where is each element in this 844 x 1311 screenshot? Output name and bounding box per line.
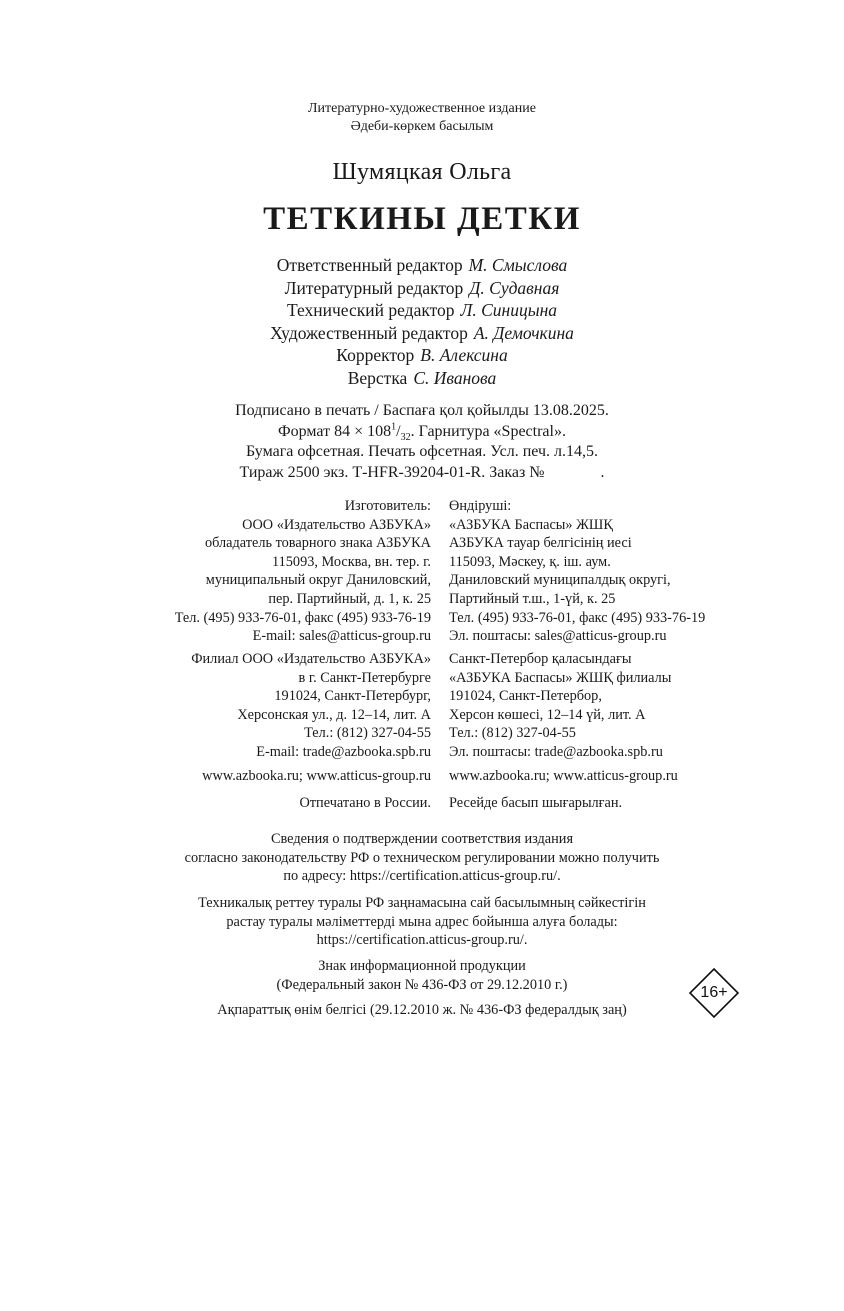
branch-line: «АЗБУКА Баспасы» ЖШҚ филиалы (449, 669, 672, 686)
staff-role: Литературный редактор (284, 277, 464, 298)
age-rating-label: 16+ (700, 984, 728, 1001)
format-line: Формат $84 \times 108^1/_{32}$. Гарнитура «Spectral». (278, 421, 566, 443)
printed-in-kz: Ресейде басып шығарылған. (449, 795, 623, 811)
format-prefix: Формат 84 × 108 (278, 422, 392, 440)
branch-line: Херсонская ул., д. 12–14, лит. А (237, 706, 431, 723)
staff-name: В. Алексина (420, 345, 508, 365)
manufacturer-email: Эл. поштасы: sales@atticus-group.ru (449, 628, 667, 645)
certification-line: Сведения о подтверждении соответствия издания (270, 831, 574, 847)
manufacturer-line: Тел. (495) 933-76-01, факс (495) 933-76-19 (174, 609, 431, 626)
signed-for-print: Подписано в печать / Баспаға қол қойылды 13.08.2025. (235, 402, 609, 419)
branch-line: Тел.: (812) 327-04-55 (304, 725, 431, 742)
certification-line: растау туралы мәліметтерді мына адрес бойынша алуға болады: (226, 913, 618, 930)
manufacturer-line: Партийный т.ш., 1-үй, к. 25 (449, 590, 616, 607)
author-name: Шумяцкая Ольга (332, 159, 512, 185)
manufacturer-kz (449, 497, 705, 646)
series-designation (0, 100, 844, 136)
format-suffix: . Гарнитура «Spectral». (410, 422, 566, 440)
websites-kz: www.azbooka.ru; www.atticus-group.ru (449, 768, 678, 784)
branch-email: Эл. поштасы: trade@azbooka.spb.ru (449, 743, 663, 760)
staff-name: Л. Синицына (460, 300, 558, 320)
manufacturer-line: ООО «Издательство АЗБУКА» (242, 516, 431, 533)
staff-role: Художественный редактор (270, 322, 468, 343)
manufacturer-line: Даниловский муниципалдық округі, (449, 572, 671, 589)
manufacturer-line: Тел. (495) 933-76-01, факс (495) 933-76-19 (449, 609, 706, 626)
staff-row (0, 277, 844, 300)
branch-line: в г. Санкт-Петербурге (298, 669, 431, 686)
book-title: ТЕТКИНЫ ДЕТКИ (263, 201, 581, 237)
branch-line: Херсон көшесі, 12–14 үй, лит. А (449, 706, 646, 723)
branch-line: 191024, Санкт-Петербор, (449, 688, 602, 705)
branch-kz (449, 650, 671, 762)
print-run-end: . (600, 463, 605, 481)
editorial-staff (0, 254, 844, 389)
series-ru: Литературно-художественное издание (308, 101, 536, 116)
certification-kz (0, 894, 844, 950)
manufacturer-ru (175, 497, 431, 646)
branch-ru (191, 650, 431, 762)
staff-role: Верстка (347, 367, 408, 388)
staff-name: Д. Судавная (469, 277, 560, 298)
branch-line: Филиал ООО «Издательство АЗБУКА» (191, 651, 431, 667)
certification-line: Техникалық реттеу туралы РФ заңнамасына сай басылымның сәйкестігін (198, 895, 646, 911)
staff-role: Ответственный редактор (276, 255, 463, 275)
manufacturer-line: Изготовитель: (344, 498, 431, 514)
manufacturer-line: АЗБУКА тауар белгісінің иесі (449, 535, 632, 552)
age-rating-badge (688, 967, 740, 1019)
staff-row (0, 367, 844, 390)
branch-email: E-mail: trade@azbooka.spb.ru (256, 743, 431, 760)
staff-name: М. Смыслова (468, 255, 568, 275)
certification-line: согласно законодательству РФ о техническом регулировании можно получить (184, 849, 660, 866)
certification-ru (0, 830, 844, 886)
print-run: Тираж 2500 экз. Т-HFR-39204-01-R. Заказ № (239, 463, 545, 481)
print-run-line (0, 463, 844, 484)
certification-line: по адресу: https://certification.atticus-group.ru/. (283, 868, 561, 885)
info-sign-line: (Федеральный закон № 436-ФЗ от 29.12.2010 г.) (276, 976, 568, 993)
certification-line: https://certification.atticus-group.ru/. (316, 932, 528, 949)
manufacturer-line: пер. Партийный, д. 1, к. 25 (268, 590, 431, 607)
series-kz: Әдеби-көркем басылым (350, 119, 494, 134)
websites-ru: www.azbooka.ru; www.atticus-group.ru (202, 768, 431, 784)
staff-row (0, 322, 844, 345)
manufacturer-line: Өндіруші: (449, 498, 512, 514)
manufacturer-line: обладатель товарного знака АЗБУКА (204, 535, 431, 552)
branch-line: 191024, Санкт-Петербург, (274, 688, 431, 705)
manufacturer-email: E-mail: sales@atticus-group.ru (252, 628, 431, 645)
branch-line: Тел.: (812) 327-04-55 (449, 725, 576, 742)
branch-line: Санкт-Петербор қаласындағы (449, 651, 632, 667)
staff-role: Корректор (336, 345, 415, 365)
printed-in-ru: Отпечатано в России. (299, 795, 431, 811)
print-details (0, 401, 844, 483)
paper-line: Бумага офсетная. Печать офсетная. Усл. печ. л.14,5. (246, 443, 598, 460)
staff-row (0, 299, 844, 322)
staff-role: Технический редактор (286, 300, 455, 320)
staff-name: С. Иванова (413, 367, 497, 388)
manufacturer-line: муниципальный округ Даниловский, (205, 572, 431, 589)
staff-row (0, 344, 844, 367)
manufacturer-line: 115093, Москва, вн. тер. г. (272, 553, 431, 570)
info-sign-line: Знак информационной продукции (318, 958, 526, 974)
staff-name: А. Демочкина (473, 322, 574, 343)
info-sign-kz: Ақпараттық өнім белгісі (29.12.2010 ж. № 436-ФЗ федералдық заң) (217, 1002, 627, 1018)
format-numerator: 1 (391, 421, 397, 433)
staff-row (0, 254, 844, 277)
manufacturer-line: 115093, Мәскеу, қ. іш. аум. (449, 553, 611, 570)
manufacturer-line: «АЗБУКА Баспасы» ЖШҚ (449, 516, 613, 533)
format-denominator: 32 (400, 431, 411, 443)
